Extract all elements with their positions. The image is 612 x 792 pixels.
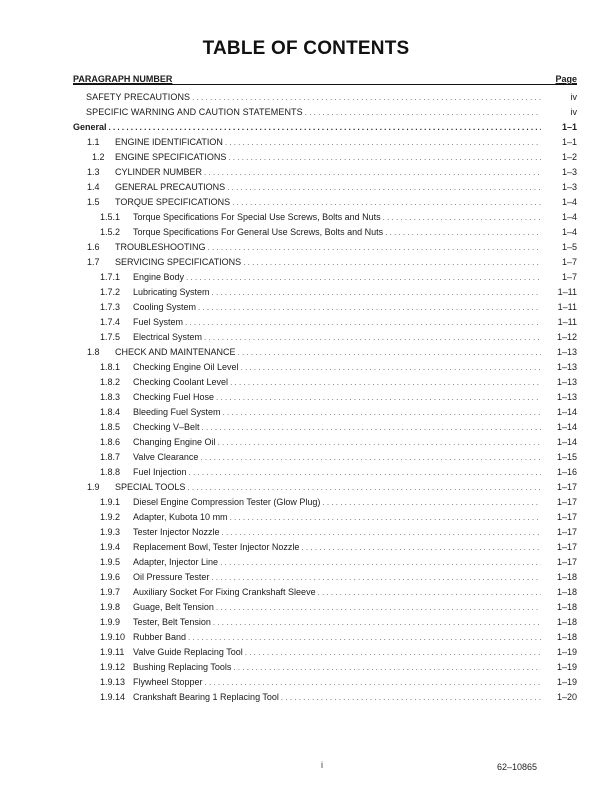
dot-leader bbox=[225, 135, 541, 150]
table-of-contents bbox=[73, 74, 577, 705]
entry-title: Oil Pressure Tester bbox=[133, 572, 210, 582]
entry-page: 1–14 bbox=[556, 437, 577, 447]
entry-page: 1–17 bbox=[556, 512, 577, 522]
entry-title: General bbox=[73, 122, 107, 132]
entry-title: Torque Specifications For General Use Screws, Bolts and Nuts bbox=[133, 227, 384, 237]
dot-leader bbox=[205, 675, 541, 690]
entry-title: Engine Body bbox=[133, 272, 185, 282]
entry-number: 1.8.4 bbox=[100, 407, 121, 417]
entry-number: 1.7.3 bbox=[100, 302, 121, 312]
entry-page: 1–14 bbox=[556, 422, 577, 432]
toc-header bbox=[73, 74, 577, 85]
entry-page: 1–15 bbox=[556, 452, 577, 462]
entry-number: 1.7.4 bbox=[100, 317, 121, 327]
dot-leader bbox=[188, 630, 541, 645]
entry-number: 1.9.11 bbox=[100, 647, 125, 657]
entry-page: 1–4 bbox=[561, 212, 577, 222]
entry-title: Diesel Engine Compression Tester (Glow Plug) bbox=[133, 497, 321, 507]
entry-page: 1–16 bbox=[556, 467, 577, 477]
entry-title: SERVICING SPECIFICATIONS bbox=[115, 257, 242, 267]
toc-entry[interactable] bbox=[73, 555, 577, 570]
entry-title: Checking Fuel Hose bbox=[133, 392, 215, 402]
dot-leader bbox=[281, 690, 541, 705]
dot-leader bbox=[305, 105, 541, 120]
dot-leader bbox=[241, 360, 541, 375]
toc-entry[interactable] bbox=[73, 630, 577, 645]
paragraph-number-heading: PARAGRAPH NUMBER bbox=[73, 74, 173, 84]
entry-page: 1–18 bbox=[556, 572, 577, 582]
dot-leader bbox=[322, 495, 541, 510]
toc-entry[interactable] bbox=[73, 420, 577, 435]
dot-leader bbox=[318, 585, 541, 600]
entry-page: 1–11 bbox=[557, 317, 577, 327]
toc-entry[interactable] bbox=[73, 585, 577, 600]
toc-entry[interactable] bbox=[73, 360, 577, 375]
entry-title: Torque Specifications For Special Use Screws, Bolts and Nuts bbox=[133, 212, 381, 222]
dot-leader bbox=[220, 555, 541, 570]
entry-number: 1.9 bbox=[87, 482, 100, 492]
entry-number: 1.8.3 bbox=[100, 392, 121, 402]
entry-title: SPECIAL TOOLS bbox=[115, 482, 186, 492]
entry-number: 1.8.6 bbox=[100, 437, 121, 447]
entry-page: 1–2 bbox=[561, 152, 577, 162]
toc-entry[interactable] bbox=[73, 105, 577, 120]
entry-title: Guage, Belt Tension bbox=[133, 602, 214, 612]
dot-leader bbox=[385, 225, 541, 240]
entry-page: 1–13 bbox=[556, 347, 577, 357]
entry-page: 1–17 bbox=[556, 557, 577, 567]
entry-number: 1.9.1 bbox=[100, 497, 121, 507]
entry-number: 1.4 bbox=[87, 182, 100, 192]
entry-title: Fuel Injection bbox=[133, 467, 187, 477]
entry-page: 1–1 bbox=[561, 122, 577, 132]
entry-number: 1.1 bbox=[87, 137, 100, 147]
entry-page: 1–20 bbox=[556, 692, 577, 702]
dot-leader bbox=[109, 120, 541, 135]
entry-title: SPECIFIC WARNING AND CAUTION STATEMENTS bbox=[86, 107, 303, 117]
entry-page: 1–13 bbox=[556, 377, 577, 387]
toc-entry[interactable] bbox=[73, 465, 577, 480]
entry-number: 1.7 bbox=[87, 257, 100, 267]
entry-title: Checking V–Belt bbox=[133, 422, 200, 432]
entry-title: Flywheel Stopper bbox=[133, 677, 203, 687]
entry-number: 1.8.1 bbox=[100, 362, 121, 372]
dot-leader bbox=[185, 315, 541, 330]
toc-entry[interactable] bbox=[73, 210, 577, 225]
entry-page: 1–4 bbox=[561, 197, 577, 207]
dot-leader bbox=[198, 300, 541, 315]
entry-page: 1–19 bbox=[556, 662, 577, 672]
dot-leader bbox=[211, 570, 541, 585]
toc-entry[interactable] bbox=[73, 255, 577, 270]
entry-page: 1–18 bbox=[556, 632, 577, 642]
entry-page: 1–17 bbox=[556, 542, 577, 552]
toc-entry[interactable] bbox=[73, 690, 577, 705]
entry-title: Checking Coolant Level bbox=[133, 377, 229, 387]
dot-leader bbox=[227, 180, 541, 195]
entry-title: Cooling System bbox=[133, 302, 197, 312]
entry-title: Replacement Bowl, Tester Injector Nozzle bbox=[133, 542, 300, 552]
dot-leader bbox=[186, 270, 541, 285]
entry-page: 1–11 bbox=[557, 302, 577, 312]
entry-title: Valve Guide Replacing Tool bbox=[133, 647, 243, 657]
entry-number: 1.9.9 bbox=[100, 617, 121, 627]
page-title: TABLE OF CONTENTS bbox=[202, 38, 410, 59]
footer-page-number: i bbox=[321, 760, 323, 770]
dot-leader bbox=[213, 615, 541, 630]
entry-number: 1.9.10 bbox=[100, 632, 126, 642]
entry-page: 1–11 bbox=[557, 287, 577, 297]
toc-entry[interactable] bbox=[73, 675, 577, 690]
entry-number: 1.7.2 bbox=[100, 287, 121, 297]
entry-number: 1.5.2 bbox=[100, 227, 121, 237]
toc-entry[interactable] bbox=[73, 90, 577, 105]
entry-number: 1.9.5 bbox=[100, 557, 121, 567]
entry-page: 1–7 bbox=[561, 257, 577, 267]
entry-title: TORQUE SPECIFICATIONS bbox=[115, 197, 231, 207]
toc-entry[interactable] bbox=[73, 270, 577, 285]
dot-leader bbox=[216, 600, 541, 615]
entry-number: 1.8.7 bbox=[100, 452, 121, 462]
entry-page: 1–14 bbox=[556, 407, 577, 417]
dot-leader bbox=[202, 420, 541, 435]
toc-entry[interactable] bbox=[73, 285, 577, 300]
entry-title: Bleeding Fuel System bbox=[133, 407, 221, 417]
dot-leader bbox=[233, 660, 541, 675]
dot-leader bbox=[192, 90, 541, 105]
entry-number: 1.9.13 bbox=[100, 677, 126, 687]
dot-leader bbox=[383, 210, 541, 225]
entry-page: 1–1 bbox=[561, 137, 577, 147]
entry-title: Valve Clearance bbox=[133, 452, 199, 462]
entry-page: 1–4 bbox=[561, 227, 577, 237]
toc-entry[interactable] bbox=[73, 570, 577, 585]
toc-entry[interactable] bbox=[73, 495, 577, 510]
toc-entry[interactable] bbox=[73, 405, 577, 420]
toc-entry[interactable] bbox=[73, 660, 577, 675]
entry-page: 1–3 bbox=[561, 182, 577, 192]
toc-entry[interactable] bbox=[73, 240, 577, 255]
dot-leader bbox=[204, 330, 541, 345]
entry-title: GENERAL PRECAUTIONS bbox=[115, 182, 226, 192]
dot-leader bbox=[218, 435, 541, 450]
entry-title: Checking Engine Oil Level bbox=[133, 362, 239, 372]
dot-leader bbox=[189, 465, 541, 480]
entry-page: 1–13 bbox=[556, 392, 577, 402]
toc-entry[interactable] bbox=[73, 330, 577, 345]
toc-entry[interactable] bbox=[73, 615, 577, 630]
toc-entry[interactable] bbox=[73, 450, 577, 465]
entry-page: 1–18 bbox=[556, 602, 577, 612]
entry-number: 1.9.12 bbox=[100, 662, 126, 672]
entry-title: Rubber Band bbox=[133, 632, 187, 642]
dot-leader bbox=[243, 255, 541, 270]
entry-page: 1–7 bbox=[561, 272, 577, 282]
entry-title: TROUBLESHOOTING bbox=[115, 242, 206, 252]
dot-leader bbox=[238, 345, 541, 360]
entry-number: 1.8.8 bbox=[100, 467, 121, 477]
dot-leader bbox=[232, 195, 541, 210]
entry-title: Electrical System bbox=[133, 332, 203, 342]
entry-page: 1–18 bbox=[556, 587, 577, 597]
entry-title: Auxiliary Socket For Fixing Crankshaft Sleeve bbox=[133, 587, 316, 597]
entry-page: 1–12 bbox=[556, 332, 577, 342]
entry-title: Bushing Replacing Tools bbox=[133, 662, 232, 672]
entry-page: 1–17 bbox=[556, 497, 577, 507]
entry-page: 1–19 bbox=[556, 647, 577, 657]
entry-title: Adapter, Injector Line bbox=[133, 557, 219, 567]
footer-document-number: 62–10865 bbox=[497, 762, 538, 772]
toc-entry[interactable] bbox=[73, 435, 577, 450]
dot-leader bbox=[216, 390, 541, 405]
entry-title: SAFETY PRECAUTIONS bbox=[86, 92, 191, 102]
entry-page: 1–18 bbox=[556, 617, 577, 627]
toc-entry[interactable] bbox=[73, 165, 577, 180]
entry-number: 1.8.5 bbox=[100, 422, 121, 432]
entry-title: ENGINE IDENTIFICATION bbox=[115, 137, 223, 147]
entry-number: 1.5.1 bbox=[100, 212, 121, 222]
entry-number: 1.8.2 bbox=[100, 377, 121, 387]
toc-entries bbox=[73, 90, 577, 705]
entry-number: 1.9.2 bbox=[100, 512, 121, 522]
entry-page: 1–13 bbox=[556, 362, 577, 372]
toc-entry[interactable] bbox=[73, 390, 577, 405]
entry-title: Adapter, Kubota 10 mm bbox=[133, 512, 228, 522]
entry-title: Tester Injector Nozzle bbox=[133, 527, 220, 537]
dot-leader bbox=[223, 405, 541, 420]
entry-title: CYLINDER NUMBER bbox=[115, 167, 203, 177]
entry-number: 1.7.1 bbox=[100, 272, 121, 282]
toc-entry[interactable] bbox=[73, 195, 577, 210]
entry-title: Tester, Belt Tension bbox=[133, 617, 211, 627]
toc-entry[interactable] bbox=[73, 345, 577, 360]
toc-entry[interactable] bbox=[73, 315, 577, 330]
dot-leader bbox=[245, 645, 541, 660]
toc-entry[interactable] bbox=[73, 525, 577, 540]
entry-title: Changing Engine Oil bbox=[133, 437, 216, 447]
entry-page: 1–17 bbox=[556, 482, 577, 492]
entry-number: 1.5 bbox=[87, 197, 100, 207]
dot-leader bbox=[230, 510, 541, 525]
dot-leader bbox=[204, 165, 541, 180]
toc-entry[interactable] bbox=[73, 150, 577, 165]
entry-number: 1.8 bbox=[87, 347, 100, 357]
entry-page: 1–17 bbox=[556, 527, 577, 537]
entry-number: 1.9.7 bbox=[100, 587, 121, 597]
entry-page: iv bbox=[570, 107, 577, 117]
dot-leader bbox=[301, 540, 541, 555]
entry-page: 1–5 bbox=[561, 242, 577, 252]
dot-leader bbox=[228, 150, 541, 165]
entry-title: Lubricating System bbox=[133, 287, 210, 297]
entry-title: ENGINE SPECIFICATIONS bbox=[115, 152, 227, 162]
toc-entry[interactable] bbox=[73, 180, 577, 195]
entry-page: iv bbox=[570, 92, 577, 102]
toc-entry[interactable] bbox=[73, 645, 577, 660]
toc-entry[interactable] bbox=[73, 135, 577, 150]
dot-leader bbox=[222, 525, 541, 540]
toc-entry[interactable] bbox=[73, 540, 577, 555]
entry-number: 1.9.6 bbox=[100, 572, 121, 582]
dot-leader bbox=[212, 285, 541, 300]
entry-number: 1.2 bbox=[92, 152, 105, 162]
entry-number: 1.9.14 bbox=[100, 692, 126, 702]
toc-entry[interactable] bbox=[73, 510, 577, 525]
entry-title: CHECK AND MAINTENANCE bbox=[115, 347, 236, 357]
toc-entry[interactable] bbox=[73, 480, 577, 495]
entry-number: 1.9.4 bbox=[100, 542, 121, 552]
page-heading: Page bbox=[555, 74, 577, 84]
entry-page: 1–19 bbox=[556, 677, 577, 687]
toc-entry[interactable] bbox=[73, 375, 577, 390]
entry-title: Fuel System bbox=[133, 317, 184, 327]
toc-entry[interactable] bbox=[73, 120, 577, 135]
entry-number: 1.3 bbox=[87, 167, 100, 177]
toc-entry[interactable] bbox=[73, 300, 577, 315]
entry-title: Crankshaft Bearing 1 Replacing Tool bbox=[133, 692, 279, 702]
dot-leader bbox=[230, 375, 541, 390]
entry-number: 1.9.3 bbox=[100, 527, 121, 537]
dot-leader bbox=[187, 480, 541, 495]
entry-page: 1–3 bbox=[561, 167, 577, 177]
entry-number: 1.6 bbox=[87, 242, 100, 252]
entry-number: 1.9.8 bbox=[100, 602, 121, 612]
toc-entry[interactable] bbox=[73, 600, 577, 615]
toc-entry[interactable] bbox=[73, 225, 577, 240]
dot-leader bbox=[208, 240, 541, 255]
dot-leader bbox=[200, 450, 541, 465]
entry-number: 1.7.5 bbox=[100, 332, 121, 342]
